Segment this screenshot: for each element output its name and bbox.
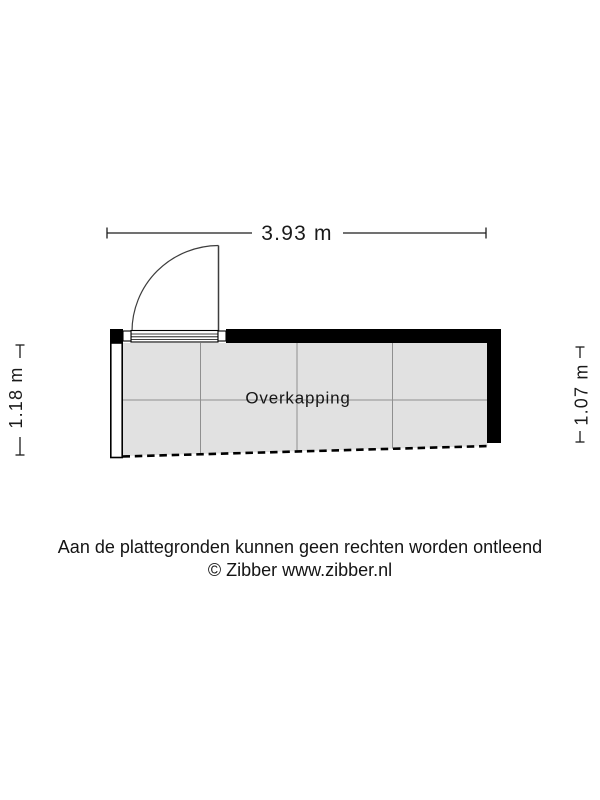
left-wall-corner-block xyxy=(110,329,123,343)
door-jamb-left xyxy=(123,331,131,341)
footer-credit: © Zibber www.zibber.nl xyxy=(207,560,393,580)
footer-disclaimer: Aan de plattegronden kunnen geen rechten worden ontleend xyxy=(57,537,543,557)
door-swing xyxy=(132,246,219,332)
dimension-right xyxy=(572,347,592,442)
door-threshold xyxy=(123,331,226,343)
dimension-right-label: 1.07 m xyxy=(571,363,592,426)
dimension-left-label: 1.18 m xyxy=(6,366,26,429)
right-wall xyxy=(487,329,501,443)
door-jamb-right xyxy=(218,331,226,341)
door-arc xyxy=(132,246,219,332)
dimension-top xyxy=(107,222,486,245)
room-label: Overkapping xyxy=(245,388,351,408)
dimension-left xyxy=(6,345,26,455)
dimension-top-label: 3.93 m xyxy=(261,222,333,245)
threshold-frame xyxy=(131,331,218,343)
top-wall xyxy=(226,329,501,343)
left-wall xyxy=(111,343,122,458)
